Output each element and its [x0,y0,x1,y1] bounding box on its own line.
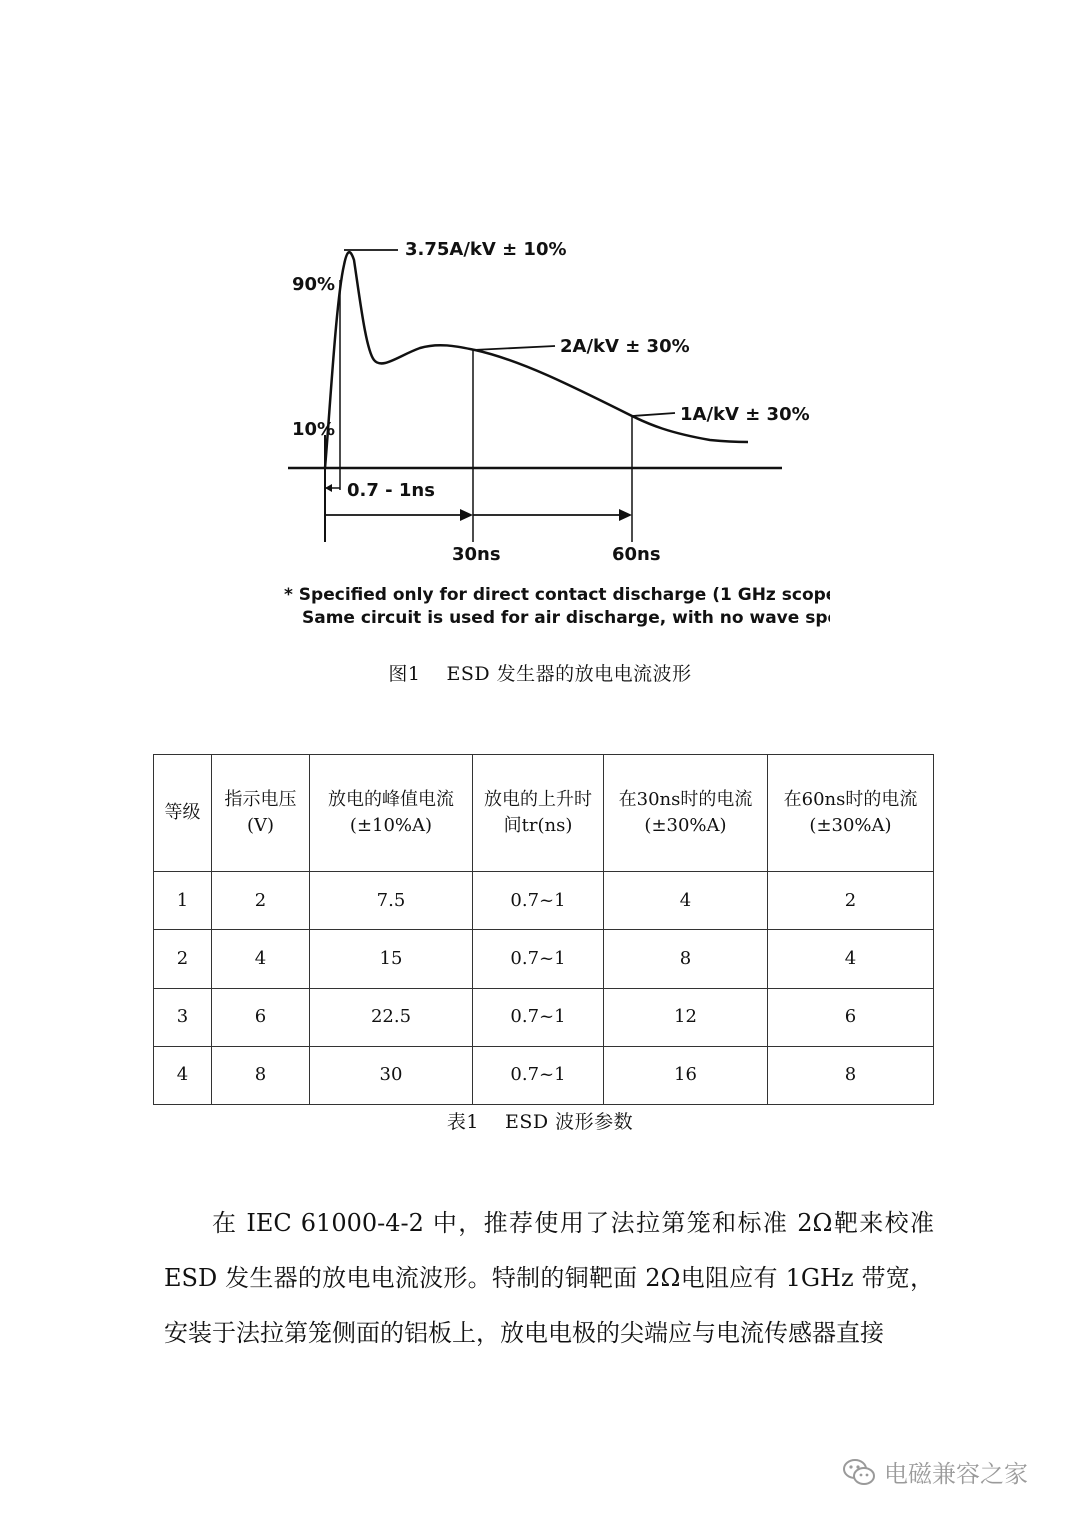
table-cell: 4 [768,930,934,988]
table-cell: 2 [212,872,310,930]
watermark-text: 电磁兼容之家 [884,1460,1028,1488]
peak-label: 3.75A/kV ± 10% [405,239,567,260]
table-caption: 表1 ESD 波形参数 [446,1111,634,1133]
table-cell: 3 [154,988,212,1046]
table-cell: 30 [310,1046,473,1104]
rise-time-arrowhead [325,484,332,492]
leader-60ns [632,413,675,416]
header-current-30ns: 在30ns时的电流(±30%A) [604,755,768,872]
table-cell: 6 [768,988,934,1046]
table-cell: 1 [154,872,212,930]
table-cell: 8 [212,1046,310,1104]
current-waveform [325,252,748,468]
label-30ns-current: 2A/kV ± 30% [560,336,690,357]
table-cell: 0.7~1 [473,872,604,930]
header-voltage: 指示电压(V) [212,755,310,872]
figure-caption: 图1 ESD 发生器的放电电流波形 [388,663,692,685]
table-cell: 4 [154,1046,212,1104]
table-cell: 15 [310,930,473,988]
watermark [842,1454,1028,1489]
body-paragraph [164,1196,934,1361]
label-10-percent: 10% [292,419,336,440]
label-90-percent: 90% [292,274,336,295]
arrowhead-60ns [619,509,632,521]
table-cell: 8 [768,1046,934,1104]
esd-parameters-table [153,754,934,1105]
table-header-row [154,755,934,872]
table-cell: 2 [154,930,212,988]
table-cell: 4 [604,872,768,930]
wechat-icon [842,1457,876,1487]
table-row [154,1046,934,1104]
table-cell: 4 [212,930,310,988]
header-rise-time: 放电的上升时间tr(ns) [473,755,604,872]
tick-60ns: 60ns [612,544,661,565]
leader-30ns [473,346,555,350]
table-cell: 16 [604,1046,768,1104]
body-paragraph-text: 在 IEC 61000-4-2 中，推荐使用了法拉第笼和标准 2Ω靶来校准 ESD 发生器的放电电流波形。特制的铜靶面 2Ω电阻应有 1GHz 带宽，安装于法拉第笼侧面的铝板上，放电电极的尖端应与电流传感器直接 [164,1209,934,1347]
header-level: 等级 [154,755,212,872]
table-cell: 2 [768,872,934,930]
esd-waveform-figure [270,220,830,640]
table-cell: 7.5 [310,872,473,930]
table-cell: 12 [604,988,768,1046]
waveform-svg [270,220,830,640]
header-peak-current: 放电的峰值电流(±10%A) [310,755,473,872]
table-cell: 6 [212,988,310,1046]
table-cell: 0.7~1 [473,988,604,1046]
label-60ns-current: 1A/kV ± 30% [680,404,810,425]
figure-note-line2: Same circuit is used for air discharge, with no wave spec [302,608,830,628]
table-cell: 0.7~1 [473,930,604,988]
table-row [154,988,934,1046]
table-cell: 8 [604,930,768,988]
header-current-60ns: 在60ns时的电流(±30%A) [768,755,934,872]
table-row [154,930,934,988]
table-cell: 22.5 [310,988,473,1046]
table-row [154,872,934,930]
tick-30ns: 30ns [452,544,501,565]
arrowhead-30ns [460,509,473,521]
rise-time-label: 0.7 - 1ns [347,480,435,501]
figure-note-line1: * Specified only for direct contact discharge (1 GHz scope) [284,585,830,605]
table-cell: 0.7~1 [473,1046,604,1104]
